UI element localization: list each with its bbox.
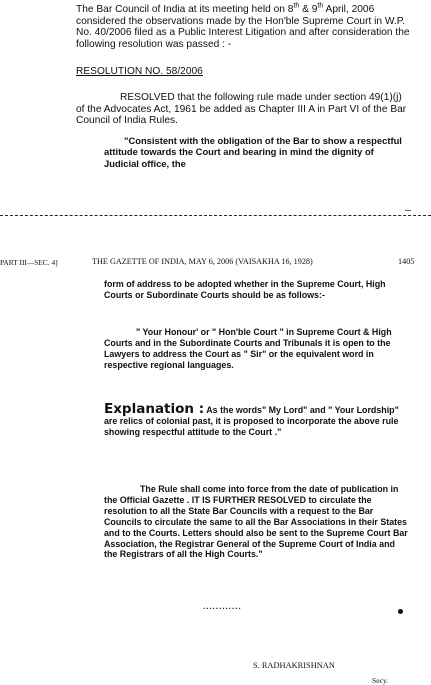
gazette-header	[0, 256, 431, 270]
explanation-label: Explanation :	[104, 401, 205, 417]
rule-quote-start: "Consistent with the obligation of the Bar to show a respectful attitude towards the Court and bearing in mind the dignity of Judicial office, the	[104, 135, 402, 169]
page-number: 1405	[398, 257, 415, 266]
ordinal-suffix: th	[293, 2, 300, 10]
resolution-heading: RESOLUTION NO. 58/2006	[76, 66, 203, 77]
page-break-divider	[0, 215, 431, 216]
intro-paragraph: The Bar Council of India at its meeting held on 8th & 9th April, 2006 considered the observations made by the Hon'ble Supreme Court in W.P. No. 40/2006 filed as a Public Interest Litigation and after consideration the following resolution was passed : -	[76, 2, 410, 50]
gazette-part-label: PART III—SEC. 4]	[0, 258, 58, 267]
rule-text-address: form of address to be adopted whether in the Supreme Court, High Courts or Subordinate Courts should be as follows:-	[104, 279, 386, 300]
ordinal-suffix: th	[317, 2, 324, 10]
gazette-title: THE GAZETTE OF INDIA, MAY 6, 2006 (VAISAKHA 16, 1928)	[92, 257, 313, 266]
explanation-paragraph: Explanation : As the words" My Lord" and " Your Lordship" are relics of colonial past, it is proposed to incorporate the above rule showing respectful attitude to the Court ."	[104, 401, 399, 437]
bullet-dot-icon	[398, 609, 403, 614]
divider-mark-icon: —	[405, 206, 412, 217]
resolved-paragraph: RESOLVED that the following rule made under section 49(1)(j) of the Advocates Act, 1961 be added as Chapter III A in Part VI of the Bar Council of India Rules.	[76, 92, 407, 127]
rule-text-forms: " Your Honour' or " Hon'ble Court " in Supreme Court & High Courts and in the Subordinate Courts and Tribunals it is open to the Lawyers to address the Court as " Sir" or the equivalent word in respective regional languages.	[104, 327, 392, 370]
closing-dots: ............	[203, 602, 242, 611]
signature-title: Secy.	[372, 676, 389, 685]
signature-name: S. RADHAKRISHNAN	[253, 661, 335, 670]
further-resolved-paragraph: The Rule shall come into force from the date of publication in the Official Gazette . IT IS FURTHER RESOLVED to circulate the resolution to all the State Bar Councils with a request to the Bar Councils to circulate the same to all the Bar Associations in their States and to the Courts. Letters should also be sent to the Supreme Court Bar Association, the Registrar General of the Supreme Court of India and the Registrars of all the High Courts."	[104, 484, 408, 560]
